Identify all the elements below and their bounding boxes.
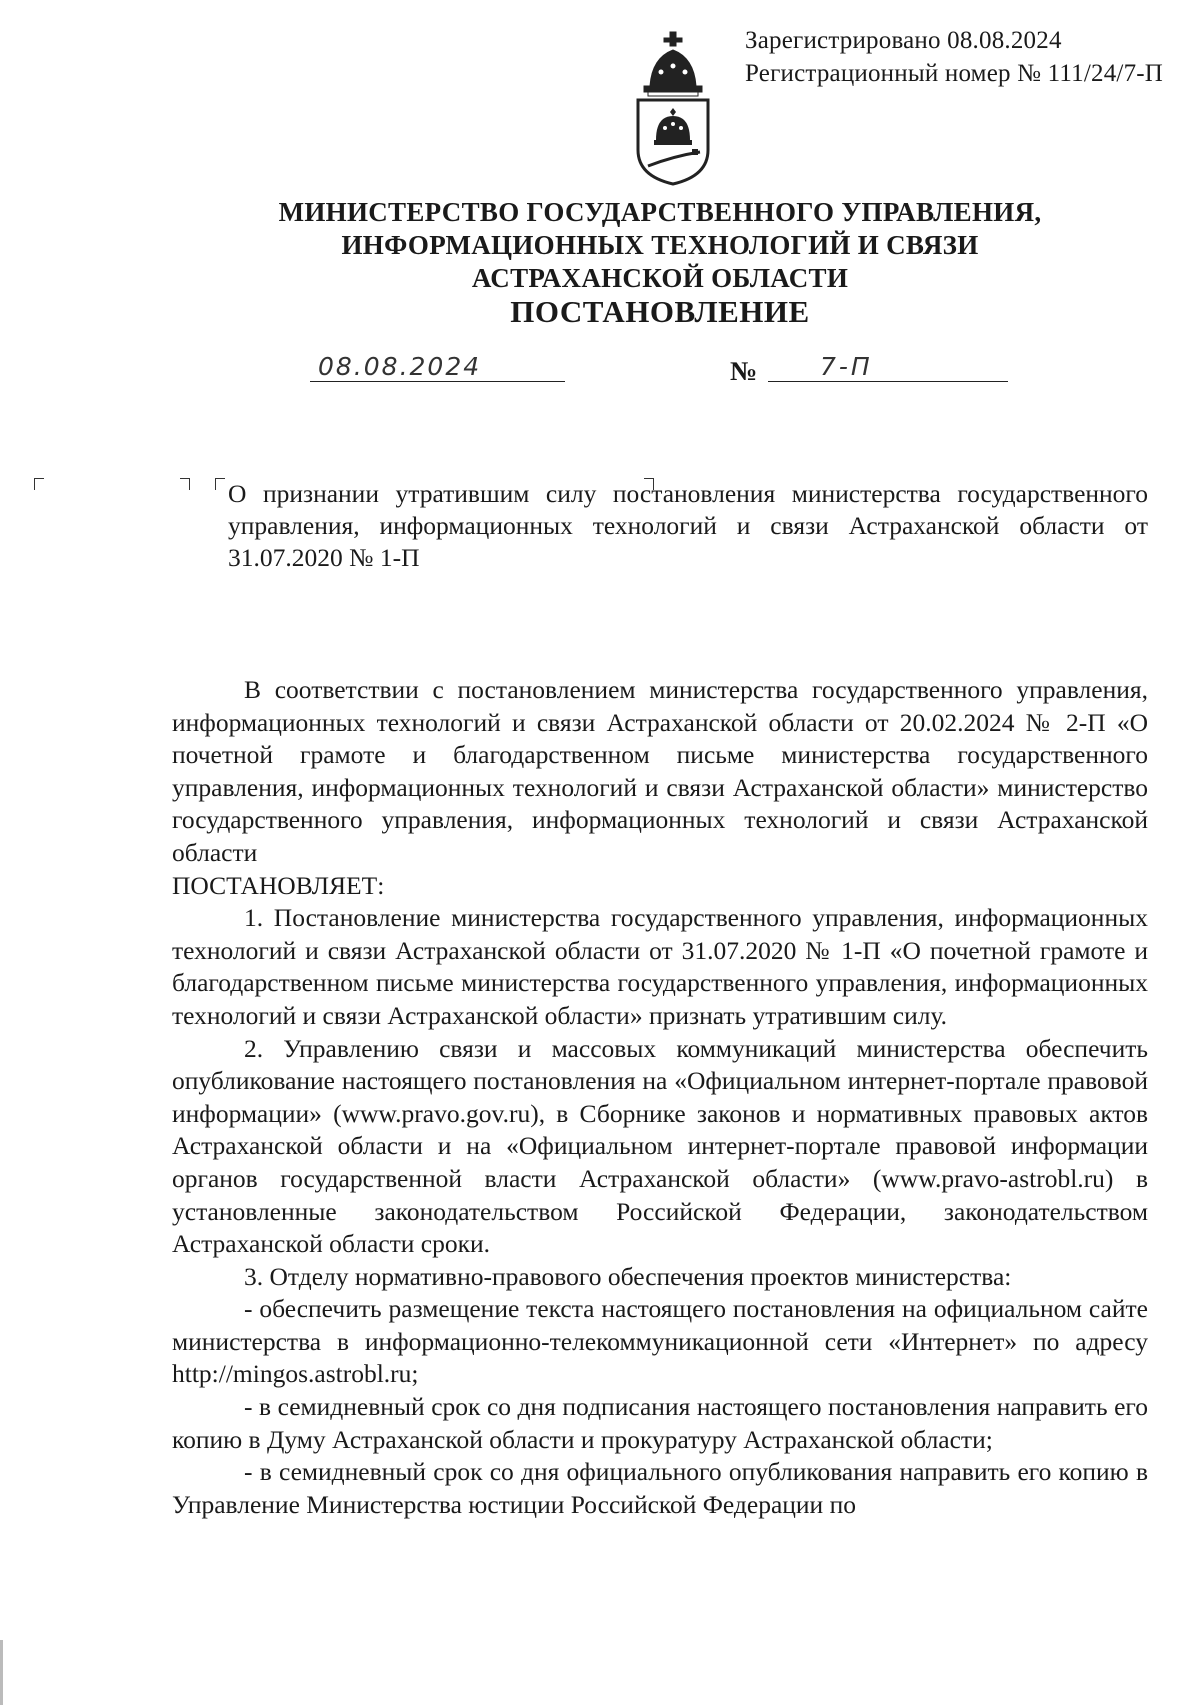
clause-2: 2. Управлению связи и массовых коммуникаций министерства обеспечить опубликование настоящего постановления на «Официальном интернет-портале правовой информации» (www.pravo.gov.ru), в Сборнике законов и нормативных правовых актов Астраханской области и на «Официальном интернет-портале правовой информации органов государственной власти Астраханской области» (www.pravo-astrobl.ru) в установленные законодательством Российской Федерации, законодательством Астраханской области сроки. — [172, 1033, 1148, 1259]
scan-edge-mark — [0, 1640, 3, 1705]
document-date: 08.08.2024 — [318, 352, 482, 381]
date-underline — [310, 381, 565, 382]
preamble-paragraph: В соответствии с постановлением министерства государственного управления, информационных технологий и связи Астраханской области от 20.02.2024 № 2-П «О почетной грамоте и благодарственном письме министерства государственного управления, информационных технологий и связи Астраханской области» министерство государственного управления, информационных технологий и связи Астраханской области — [172, 675, 1148, 867]
ministry-name-line-3: АСТРАХАНСКОЙ ОБЛАСТИ — [471, 263, 849, 293]
clause-1: 1. Постановление министерства государственного управления, информационных технологий и связи Астраханской области от 31.07.2020 № 1-П «О почетной грамоте и благодарственном письме министерства государственного управления, информационных технологий и связи Астраханской области» признать утратившим силу. — [172, 903, 1148, 1030]
number-label: № — [730, 356, 758, 386]
corner-mark-right — [180, 478, 190, 490]
document-subject: О признании утратившим силу постановления министерства государственного управления, информационных технологий и связи Астраханской области от 31.07.2020 № 1-П — [228, 479, 1148, 572]
clause-3-item-b: - в семидневный срок со дня подписания настоящего постановления направить его копию в Думу Астраханской области и прокуратуру Астраханской области; — [172, 1392, 1148, 1454]
corner-mark-left — [215, 478, 225, 490]
document-body — [172, 674, 1148, 1521]
registration-date: Зарегистрировано 08.08.2024 — [745, 27, 1062, 54]
registration-stamp — [745, 24, 1163, 90]
clause-3-item-a: - обеспечить размещение текста настоящего постановления на официальном сайте министерства в информационно-телекоммуникационной сети «Интернет» по адресу http://mingos.astrobl.ru; — [172, 1294, 1148, 1389]
ministry-name-line-2: ИНФОРМАЦИОННЫХ ТЕХНОЛОГИЙ И СВЯЗИ — [341, 230, 979, 260]
resolves-heading: ПОСТАНОВЛЯЕТ: — [172, 870, 385, 900]
clause-3: 3. Отделу нормативно-правового обеспечения проектов министерства: — [244, 1261, 1012, 1291]
document-type: ПОСТАНОВЛЕНИЕ — [510, 294, 810, 329]
clause-3-item-c: - в семидневный срок со дня официального опубликования направить его копию в Управление Министерства юстиции Российской Федерации по — [172, 1457, 1148, 1519]
number-underline — [768, 381, 1008, 382]
corner-mark-left — [34, 478, 44, 490]
ministry-name-line-1: МИНИСТЕРСТВО ГОСУДАРСТВЕННОГО УПРАВЛЕНИЯ, — [278, 197, 1042, 227]
document-number: 7-П — [820, 352, 873, 381]
registration-number: Регистрационный номер № 111/24/7-П — [745, 60, 1164, 87]
ministry-name — [0, 196, 1200, 295]
astrakhan-coat-of-arms-icon — [630, 28, 716, 188]
